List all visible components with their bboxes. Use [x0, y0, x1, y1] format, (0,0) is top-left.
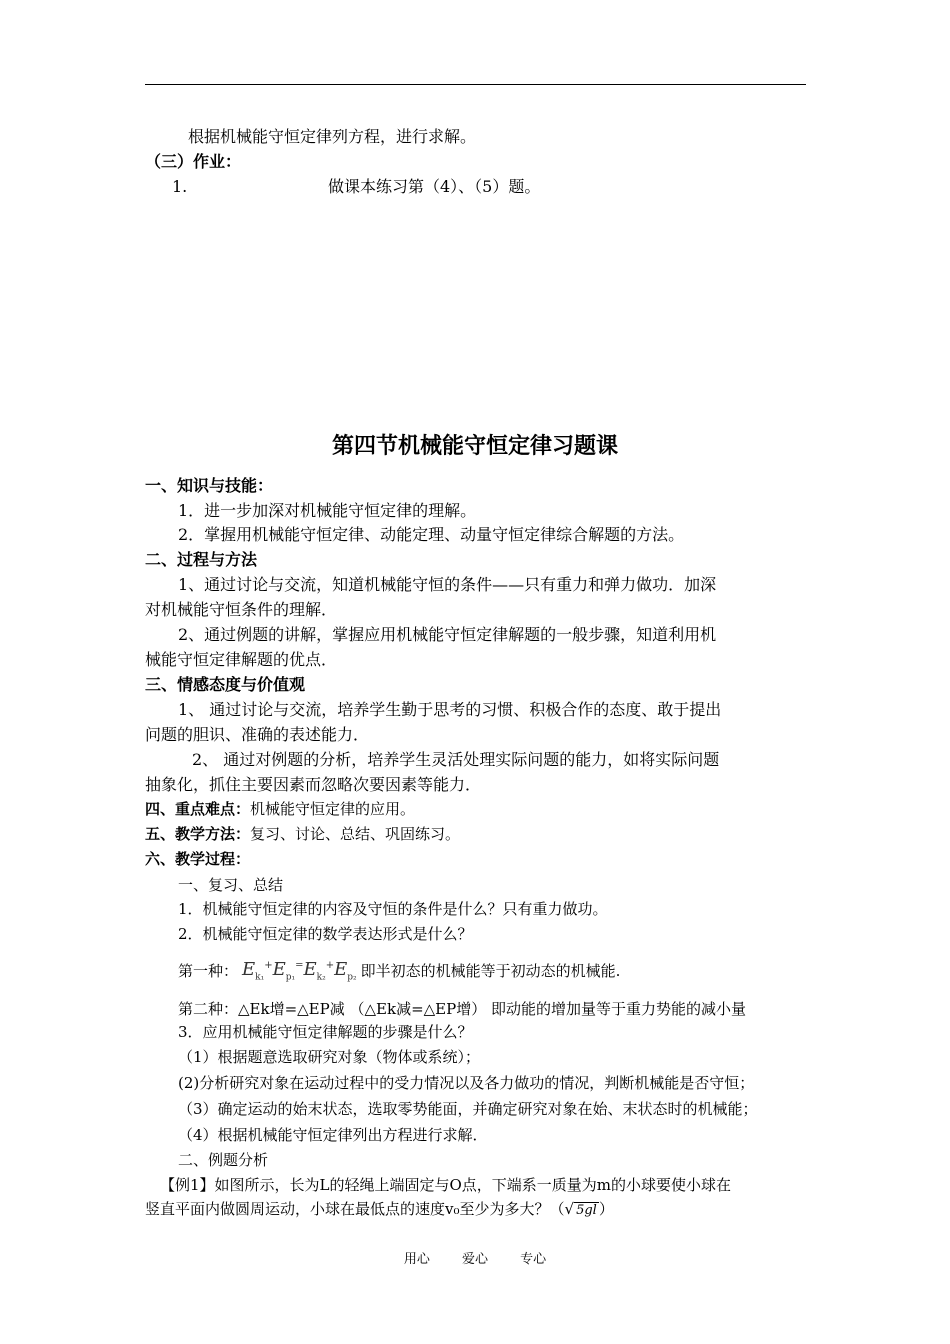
question-2: 2．机械能守恒定律的数学表达形式是什么？: [178, 925, 473, 943]
section-5-text: 复习、讨论、总结、巩固练习。: [250, 825, 461, 843]
example-1-close: ）: [598, 1200, 614, 1218]
section-1-item-2: 2．掌握用机械能守恒定律、动能定理、动量守恒定律综合解题的方法。: [178, 525, 685, 544]
example-1-line-a: 【例1】如图所示，长为L的轻绳上端固定与O点，下端系一质量为m的小球要使小球在: [160, 1176, 732, 1194]
section-6-heading: 六、教学过程：: [145, 850, 251, 868]
step-2: (2)分析研究对象在运动过程中的受力情况以及各力做功的情况，判断机械能是否守恒；: [178, 1074, 755, 1092]
section-5: [145, 823, 460, 845]
section-2-item-2-a: 2、通过例题的讲解，掌握应用机械能守恒定律解题的一般步骤，知道利用机: [178, 625, 717, 644]
homework-heading: （三）作业：: [145, 152, 242, 171]
step-1: （1）根据题意选取研究对象（物体或系统）；: [178, 1048, 481, 1066]
footer-item-3: 专心: [520, 1252, 547, 1267]
section-2-item-1-b: 对机械能守恒条件的理解．: [145, 600, 338, 619]
question-3: 3．应用机械能守恒定律解题的步骤是什么？: [178, 1023, 473, 1041]
form-1-line: [178, 952, 620, 992]
footer-item-2: 爱心: [461, 1252, 488, 1267]
page-footer: [0, 1248, 950, 1267]
section-3-heading: 三、情感态度与价值观: [145, 675, 306, 694]
question-1: 1．机械能守恒定律的内容及守恒的条件是什么？只有重力做功。: [178, 900, 608, 918]
sqrt-sign-icon: √: [564, 1200, 575, 1218]
section-4-heading: 四、重点难点：: [145, 800, 251, 818]
section-2-heading: 二、过程与方法: [145, 550, 258, 569]
example-1-answer: 5gl: [576, 1203, 597, 1218]
example-1-question: 竖直平面内做圆周运动，小球在最低点的速度v₀至少为多大？（: [145, 1200, 565, 1218]
header-rule: [145, 84, 806, 85]
example-1-line-b: [145, 1198, 614, 1222]
section-2-item-2-b: 械能守恒定律解题的优点．: [145, 650, 338, 669]
homework-text: 做课本练习第（4）、（5）题。: [328, 177, 541, 196]
section-3-item-1-a: 1、 通过讨论与交流，培养学生勤于思考的习惯、积极合作的态度、敢于提出: [178, 700, 722, 719]
form-1-label: 第一种：: [178, 961, 239, 980]
section-4: [145, 798, 415, 820]
section-1-item-1: 1．进一步加深对机械能守恒定律的理解。: [178, 501, 477, 520]
homework-number: 1.: [172, 177, 188, 196]
section-3-item-2-b: 抽象化，抓住主要因素而忽略次要因素等能力．: [145, 775, 482, 794]
energy-equation-formula: $E_{k_1}^+E_{p_1}^=E_{k_2}^+E_{p_2}$: [242, 959, 357, 983]
section-3-item-1-b: 问题的胆识、准确的表述能力．: [145, 725, 370, 744]
form-2-line: 第二种：△Ek增=△EP减 （△Ek减=△EP增） 即动能的增加量等于重力势能的减小量: [178, 1000, 746, 1018]
footer-item-1: 用心: [403, 1252, 430, 1267]
section-5-heading: 五、教学方法：: [145, 825, 251, 843]
step-4: （4）根据机械能守恒定律列出方程进行求解．: [178, 1126, 488, 1144]
step-3: （3）确定运动的始末状态，选取零势能面，并确定研究对象在始、末状态时的机械能；: [178, 1100, 758, 1118]
example-heading: 二、例题分析: [178, 1151, 269, 1169]
section-1-heading: 一、知识与技能：: [145, 476, 274, 495]
page-title: 第四节机械能守恒定律习题课: [331, 434, 618, 459]
solve-line: 根据机械能守恒定律列方程，进行求解。: [188, 127, 477, 146]
form-1-description: 即半初态的机械能等于初动态的机械能.: [360, 961, 621, 980]
section-3-item-2-a: 2、 通过对例题的分析，培养学生灵活处理实际问题的能力，如将实际问题: [192, 750, 720, 769]
section-4-text: 机械能守恒定律的应用。: [250, 800, 416, 818]
review-heading: 一、复习、总结: [178, 876, 284, 894]
section-2-item-1-a: 1、通过讨论与交流，知道机械能守恒的条件——只有重力和弹力做功．加深: [178, 575, 717, 594]
